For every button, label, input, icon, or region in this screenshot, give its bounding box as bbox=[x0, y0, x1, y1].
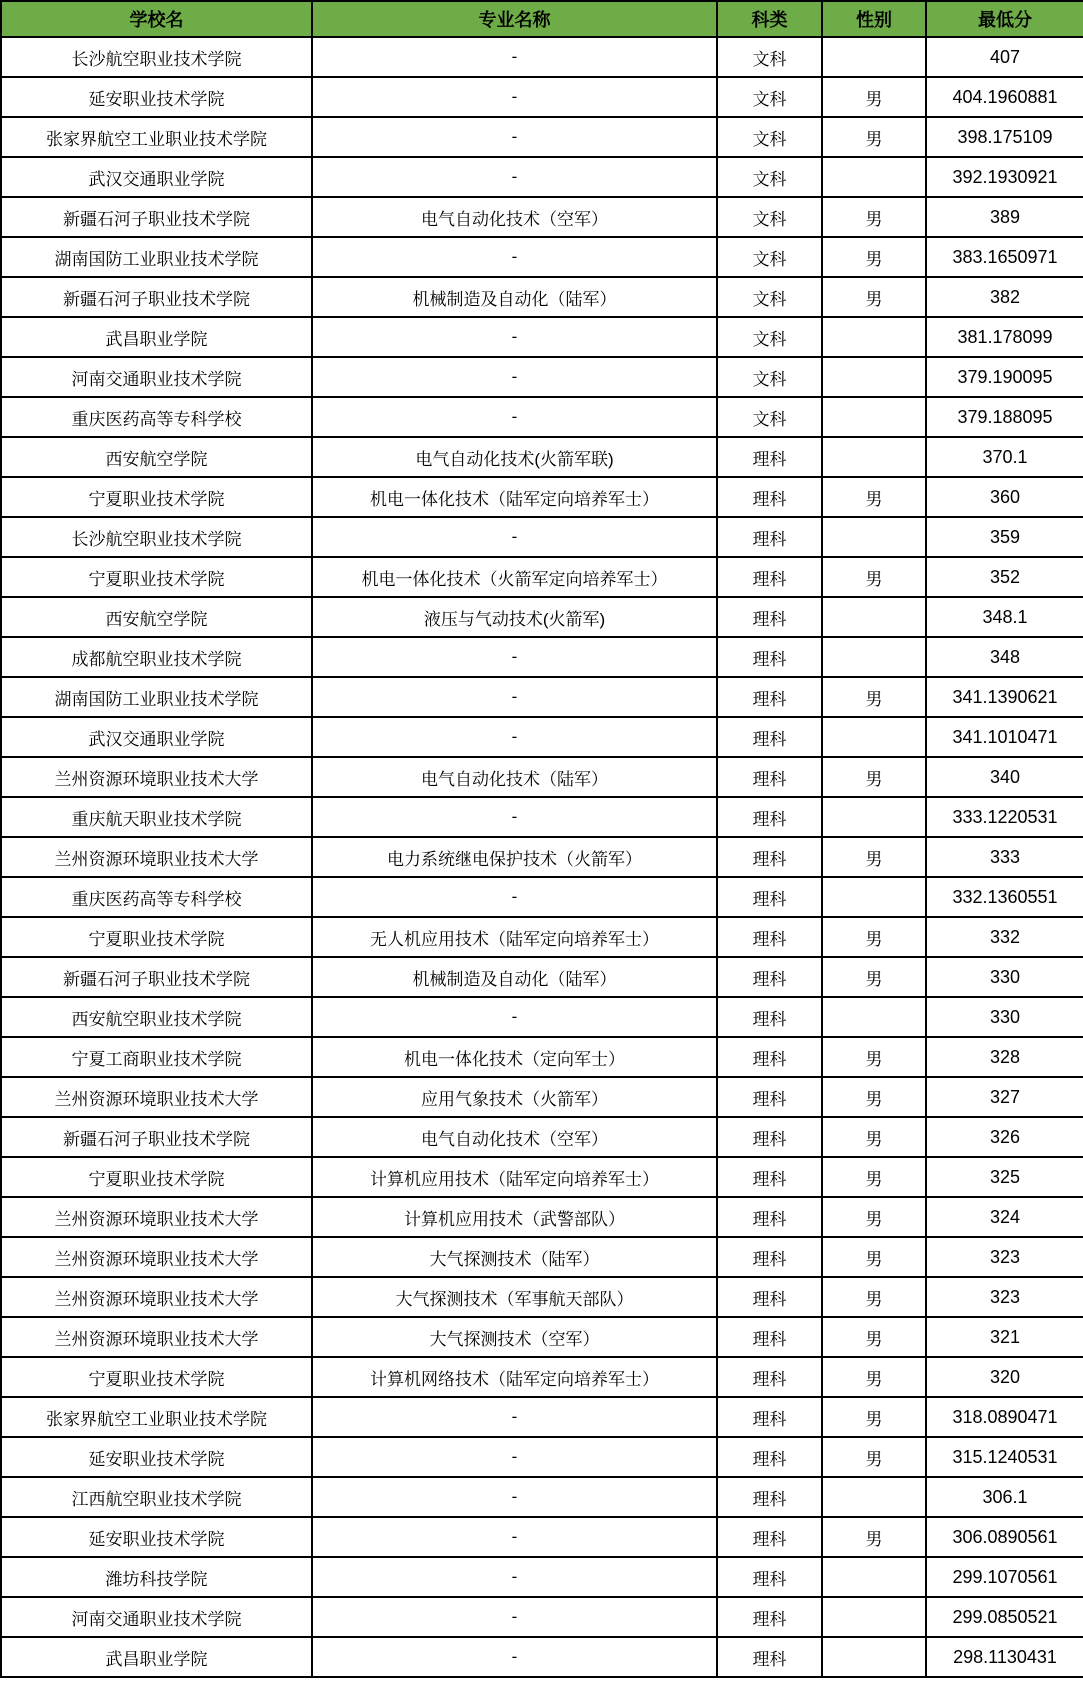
table-row bbox=[1, 1517, 1083, 1557]
cell-score: 306.0890561 bbox=[926, 1517, 1083, 1557]
cell-score: 348.1 bbox=[926, 597, 1083, 637]
cell-major: 计算机网络技术（陆军定向培养军士） bbox=[312, 1357, 717, 1397]
table-row bbox=[1, 637, 1083, 677]
table-row bbox=[1, 197, 1083, 237]
cell-gender bbox=[822, 517, 926, 557]
cell-gender: 男 bbox=[822, 837, 926, 877]
cell-school: 长沙航空职业技术学院 bbox=[1, 37, 312, 77]
cell-major: 液压与气动技术(火箭军) bbox=[312, 597, 717, 637]
cell-school: 武昌职业学院 bbox=[1, 1637, 312, 1677]
cell-category: 文科 bbox=[717, 77, 822, 117]
cell-major: - bbox=[312, 517, 717, 557]
cell-major: - bbox=[312, 997, 717, 1037]
cell-category: 理科 bbox=[717, 917, 822, 957]
cell-school: 延安职业技术学院 bbox=[1, 1517, 312, 1557]
cell-category: 文科 bbox=[717, 37, 822, 77]
cell-school: 西安航空学院 bbox=[1, 437, 312, 477]
cell-category: 理科 bbox=[717, 837, 822, 877]
cell-major: 机电一体化技术（火箭军定向培养军士） bbox=[312, 557, 717, 597]
cell-gender: 男 bbox=[822, 197, 926, 237]
table-row bbox=[1, 277, 1083, 317]
cell-school: 新疆石河子职业技术学院 bbox=[1, 957, 312, 997]
cell-major: 大气探测技术（军事航天部队） bbox=[312, 1277, 717, 1317]
cell-school: 兰州资源环境职业技术大学 bbox=[1, 1077, 312, 1117]
cell-category: 理科 bbox=[717, 637, 822, 677]
table-row bbox=[1, 1117, 1083, 1157]
cell-category: 理科 bbox=[717, 1597, 822, 1637]
cell-school: 潍坊科技学院 bbox=[1, 1557, 312, 1597]
cell-category: 理科 bbox=[717, 1397, 822, 1437]
cell-gender: 男 bbox=[822, 117, 926, 157]
cell-school: 兰州资源环境职业技术大学 bbox=[1, 757, 312, 797]
cell-gender: 男 bbox=[822, 557, 926, 597]
cell-gender bbox=[822, 1637, 926, 1677]
table-row bbox=[1, 437, 1083, 477]
cell-score: 359 bbox=[926, 517, 1083, 557]
cell-major: 无人机应用技术（陆军定向培养军士） bbox=[312, 917, 717, 957]
cell-major: - bbox=[312, 1477, 717, 1517]
cell-major: - bbox=[312, 1597, 717, 1637]
cell-score: 398.175109 bbox=[926, 117, 1083, 157]
cell-major: - bbox=[312, 1637, 717, 1677]
cell-school: 武汉交通职业学院 bbox=[1, 157, 312, 197]
cell-major: 计算机应用技术（武警部队） bbox=[312, 1197, 717, 1237]
cell-gender: 男 bbox=[822, 917, 926, 957]
cell-major: - bbox=[312, 237, 717, 277]
cell-school: 重庆医药高等专科学校 bbox=[1, 877, 312, 917]
cell-school: 延安职业技术学院 bbox=[1, 77, 312, 117]
cell-category: 文科 bbox=[717, 117, 822, 157]
cell-school: 河南交通职业技术学院 bbox=[1, 357, 312, 397]
table-row bbox=[1, 1037, 1083, 1077]
cell-score: 328 bbox=[926, 1037, 1083, 1077]
cell-major: - bbox=[312, 797, 717, 837]
table-row bbox=[1, 957, 1083, 997]
cell-category: 理科 bbox=[717, 997, 822, 1037]
cell-score: 298.1130431 bbox=[926, 1637, 1083, 1677]
cell-score: 379.190095 bbox=[926, 357, 1083, 397]
cell-score: 379.188095 bbox=[926, 397, 1083, 437]
cell-score: 333 bbox=[926, 837, 1083, 877]
cell-category: 理科 bbox=[717, 517, 822, 557]
cell-major: 应用气象技术（火箭军） bbox=[312, 1077, 717, 1117]
table-row bbox=[1, 917, 1083, 957]
table-row bbox=[1, 1397, 1083, 1437]
cell-category: 理科 bbox=[717, 717, 822, 757]
cell-category: 理科 bbox=[717, 557, 822, 597]
cell-score: 407 bbox=[926, 37, 1083, 77]
cell-major: 机械制造及自动化（陆军） bbox=[312, 277, 717, 317]
cell-score: 340 bbox=[926, 757, 1083, 797]
cell-school: 湖南国防工业职业技术学院 bbox=[1, 237, 312, 277]
cell-gender: 男 bbox=[822, 277, 926, 317]
cell-score: 327 bbox=[926, 1077, 1083, 1117]
cell-score: 315.1240531 bbox=[926, 1437, 1083, 1477]
cell-gender bbox=[822, 157, 926, 197]
table-row bbox=[1, 797, 1083, 837]
cell-category: 理科 bbox=[717, 957, 822, 997]
cell-gender bbox=[822, 1557, 926, 1597]
cell-gender: 男 bbox=[822, 477, 926, 517]
table-row bbox=[1, 717, 1083, 757]
cell-score: 333.1220531 bbox=[926, 797, 1083, 837]
cell-category: 理科 bbox=[717, 1277, 822, 1317]
cell-school: 宁夏职业技术学院 bbox=[1, 917, 312, 957]
cell-gender bbox=[822, 717, 926, 757]
cell-school: 兰州资源环境职业技术大学 bbox=[1, 1197, 312, 1237]
cell-school: 宁夏职业技术学院 bbox=[1, 1157, 312, 1197]
cell-major: - bbox=[312, 357, 717, 397]
cell-school: 新疆石河子职业技术学院 bbox=[1, 277, 312, 317]
cell-category: 理科 bbox=[717, 1117, 822, 1157]
table-row bbox=[1, 1197, 1083, 1237]
cell-major: 电气自动化技术(火箭军联) bbox=[312, 437, 717, 477]
cell-gender bbox=[822, 397, 926, 437]
table-row bbox=[1, 997, 1083, 1037]
table-row bbox=[1, 77, 1083, 117]
cell-major: 大气探测技术（陆军） bbox=[312, 1237, 717, 1277]
cell-school: 武昌职业学院 bbox=[1, 317, 312, 357]
cell-gender bbox=[822, 637, 926, 677]
table-row bbox=[1, 1637, 1083, 1677]
cell-major: - bbox=[312, 677, 717, 717]
cell-score: 381.178099 bbox=[926, 317, 1083, 357]
cell-major: - bbox=[312, 157, 717, 197]
cell-school: 河南交通职业技术学院 bbox=[1, 1597, 312, 1637]
cell-score: 348 bbox=[926, 637, 1083, 677]
cell-major: 大气探测技术（空军） bbox=[312, 1317, 717, 1357]
table-row bbox=[1, 1157, 1083, 1197]
cell-category: 文科 bbox=[717, 197, 822, 237]
cell-score: 323 bbox=[926, 1237, 1083, 1277]
header-cell-gender: 性别 bbox=[822, 1, 926, 37]
cell-major: 机电一体化技术（定向军士） bbox=[312, 1037, 717, 1077]
cell-score: 326 bbox=[926, 1117, 1083, 1157]
cell-score: 323 bbox=[926, 1277, 1083, 1317]
cell-gender: 男 bbox=[822, 1517, 926, 1557]
table-row bbox=[1, 1557, 1083, 1597]
cell-school: 宁夏职业技术学院 bbox=[1, 557, 312, 597]
cell-major: - bbox=[312, 1557, 717, 1597]
cell-major: 电气自动化技术（陆军） bbox=[312, 757, 717, 797]
cell-category: 理科 bbox=[717, 1197, 822, 1237]
cell-gender bbox=[822, 317, 926, 357]
cell-gender bbox=[822, 597, 926, 637]
cell-score: 299.0850521 bbox=[926, 1597, 1083, 1637]
cell-gender: 男 bbox=[822, 677, 926, 717]
cell-score: 321 bbox=[926, 1317, 1083, 1357]
cell-major: - bbox=[312, 317, 717, 357]
cell-gender: 男 bbox=[822, 1437, 926, 1477]
cell-major: - bbox=[312, 1437, 717, 1477]
table-row bbox=[1, 1277, 1083, 1317]
cell-category: 文科 bbox=[717, 397, 822, 437]
cell-score: 324 bbox=[926, 1197, 1083, 1237]
cell-score: 330 bbox=[926, 997, 1083, 1037]
cell-gender bbox=[822, 1477, 926, 1517]
cell-category: 理科 bbox=[717, 757, 822, 797]
cell-major: 电气自动化技术（空军） bbox=[312, 197, 717, 237]
cell-school: 张家界航空工业职业技术学院 bbox=[1, 1397, 312, 1437]
cell-school: 江西航空职业技术学院 bbox=[1, 1477, 312, 1517]
cell-gender: 男 bbox=[822, 1397, 926, 1437]
cell-category: 理科 bbox=[717, 1157, 822, 1197]
cell-gender: 男 bbox=[822, 1037, 926, 1077]
table-row bbox=[1, 1477, 1083, 1517]
cell-gender: 男 bbox=[822, 237, 926, 277]
cell-school: 西安航空学院 bbox=[1, 597, 312, 637]
table-row bbox=[1, 117, 1083, 157]
cell-category: 理科 bbox=[717, 1237, 822, 1277]
cell-category: 文科 bbox=[717, 237, 822, 277]
cell-score: 330 bbox=[926, 957, 1083, 997]
cell-score: 320 bbox=[926, 1357, 1083, 1397]
cell-major: - bbox=[312, 117, 717, 157]
cell-category: 理科 bbox=[717, 1357, 822, 1397]
table-header-row bbox=[1, 1, 1083, 37]
cell-school: 兰州资源环境职业技术大学 bbox=[1, 1317, 312, 1357]
cell-major: 电气自动化技术（空军） bbox=[312, 1117, 717, 1157]
cell-category: 理科 bbox=[717, 1437, 822, 1477]
cell-major: - bbox=[312, 1397, 717, 1437]
cell-school: 武汉交通职业学院 bbox=[1, 717, 312, 757]
cell-major: - bbox=[312, 877, 717, 917]
cell-gender bbox=[822, 877, 926, 917]
cell-category: 文科 bbox=[717, 357, 822, 397]
cell-gender: 男 bbox=[822, 1117, 926, 1157]
cell-score: 318.0890471 bbox=[926, 1397, 1083, 1437]
cell-gender bbox=[822, 797, 926, 837]
table-row bbox=[1, 397, 1083, 437]
cell-score: 370.1 bbox=[926, 437, 1083, 477]
cell-gender bbox=[822, 357, 926, 397]
cell-major: 电力系统继电保护技术（火箭军） bbox=[312, 837, 717, 877]
table-row bbox=[1, 677, 1083, 717]
cell-category: 理科 bbox=[717, 1317, 822, 1357]
cell-gender: 男 bbox=[822, 77, 926, 117]
cell-gender: 男 bbox=[822, 1237, 926, 1277]
table-row bbox=[1, 317, 1083, 357]
cell-category: 理科 bbox=[717, 477, 822, 517]
header-cell-score: 最低分 bbox=[926, 1, 1083, 37]
table-row bbox=[1, 157, 1083, 197]
cell-category: 文科 bbox=[717, 277, 822, 317]
cell-major: 计算机应用技术（陆军定向培养军士） bbox=[312, 1157, 717, 1197]
cell-gender: 男 bbox=[822, 1277, 926, 1317]
cell-major: 机械制造及自动化（陆军） bbox=[312, 957, 717, 997]
table-row bbox=[1, 517, 1083, 557]
cell-school: 宁夏工商职业技术学院 bbox=[1, 1037, 312, 1077]
cell-score: 382 bbox=[926, 277, 1083, 317]
cell-gender bbox=[822, 437, 926, 477]
cell-category: 理科 bbox=[717, 877, 822, 917]
cell-category: 理科 bbox=[717, 1477, 822, 1517]
cell-school: 延安职业技术学院 bbox=[1, 1437, 312, 1477]
cell-school: 兰州资源环境职业技术大学 bbox=[1, 1277, 312, 1317]
cell-school: 成都航空职业技术学院 bbox=[1, 637, 312, 677]
table-row bbox=[1, 477, 1083, 517]
cell-school: 重庆航天职业技术学院 bbox=[1, 797, 312, 837]
cell-score: 392.1930921 bbox=[926, 157, 1083, 197]
header-cell-major: 专业名称 bbox=[312, 1, 717, 37]
cell-gender: 男 bbox=[822, 1197, 926, 1237]
cell-score: 341.1390621 bbox=[926, 677, 1083, 717]
cell-school: 兰州资源环境职业技术大学 bbox=[1, 837, 312, 877]
cell-category: 理科 bbox=[717, 1037, 822, 1077]
cell-school: 西安航空职业技术学院 bbox=[1, 997, 312, 1037]
header-cell-category: 科类 bbox=[717, 1, 822, 37]
table-row bbox=[1, 1077, 1083, 1117]
table-body bbox=[1, 37, 1083, 1677]
cell-major: - bbox=[312, 1517, 717, 1557]
cell-major: 机电一体化技术（陆军定向培养军士） bbox=[312, 477, 717, 517]
table-row bbox=[1, 237, 1083, 277]
table-row bbox=[1, 37, 1083, 77]
cell-school: 宁夏职业技术学院 bbox=[1, 1357, 312, 1397]
cell-category: 文科 bbox=[717, 157, 822, 197]
cell-major: - bbox=[312, 37, 717, 77]
cell-score: 332.1360551 bbox=[926, 877, 1083, 917]
cell-category: 理科 bbox=[717, 797, 822, 837]
cell-school: 湖南国防工业职业技术学院 bbox=[1, 677, 312, 717]
cell-major: - bbox=[312, 397, 717, 437]
cell-school: 宁夏职业技术学院 bbox=[1, 477, 312, 517]
cell-category: 理科 bbox=[717, 1077, 822, 1117]
table-row bbox=[1, 757, 1083, 797]
cell-category: 理科 bbox=[717, 677, 822, 717]
cell-category: 理科 bbox=[717, 1637, 822, 1677]
table-row bbox=[1, 877, 1083, 917]
cell-gender bbox=[822, 1597, 926, 1637]
table-row bbox=[1, 597, 1083, 637]
cell-major: - bbox=[312, 637, 717, 677]
cell-gender: 男 bbox=[822, 957, 926, 997]
cell-major: - bbox=[312, 717, 717, 757]
cell-score: 383.1650971 bbox=[926, 237, 1083, 277]
cell-gender: 男 bbox=[822, 1357, 926, 1397]
cell-score: 341.1010471 bbox=[926, 717, 1083, 757]
cell-school: 张家界航空工业职业技术学院 bbox=[1, 117, 312, 157]
cell-gender bbox=[822, 997, 926, 1037]
cell-score: 352 bbox=[926, 557, 1083, 597]
cell-score: 325 bbox=[926, 1157, 1083, 1197]
table-row bbox=[1, 357, 1083, 397]
header-cell-school: 学校名 bbox=[1, 1, 312, 37]
cell-school: 新疆石河子职业技术学院 bbox=[1, 197, 312, 237]
table-row bbox=[1, 1437, 1083, 1477]
cell-score: 332 bbox=[926, 917, 1083, 957]
cell-school: 新疆石河子职业技术学院 bbox=[1, 1117, 312, 1157]
cell-gender: 男 bbox=[822, 1157, 926, 1197]
cell-score: 404.1960881 bbox=[926, 77, 1083, 117]
table-row bbox=[1, 1357, 1083, 1397]
cell-school: 重庆医药高等专科学校 bbox=[1, 397, 312, 437]
cell-school: 长沙航空职业技术学院 bbox=[1, 517, 312, 557]
table-row bbox=[1, 1597, 1083, 1637]
table-row bbox=[1, 1317, 1083, 1357]
cell-gender: 男 bbox=[822, 1317, 926, 1357]
cell-school: 兰州资源环境职业技术大学 bbox=[1, 1237, 312, 1277]
cell-category: 理科 bbox=[717, 1557, 822, 1597]
table-row bbox=[1, 557, 1083, 597]
cell-major: - bbox=[312, 77, 717, 117]
cell-score: 299.1070561 bbox=[926, 1557, 1083, 1597]
cell-category: 理科 bbox=[717, 1517, 822, 1557]
cell-gender: 男 bbox=[822, 1077, 926, 1117]
cell-category: 文科 bbox=[717, 317, 822, 357]
cell-score: 306.1 bbox=[926, 1477, 1083, 1517]
table-row bbox=[1, 837, 1083, 877]
cell-score: 360 bbox=[926, 477, 1083, 517]
cell-category: 理科 bbox=[717, 597, 822, 637]
cell-category: 理科 bbox=[717, 437, 822, 477]
cell-gender: 男 bbox=[822, 757, 926, 797]
cell-score: 389 bbox=[926, 197, 1083, 237]
table-row bbox=[1, 1237, 1083, 1277]
cell-gender bbox=[822, 37, 926, 77]
